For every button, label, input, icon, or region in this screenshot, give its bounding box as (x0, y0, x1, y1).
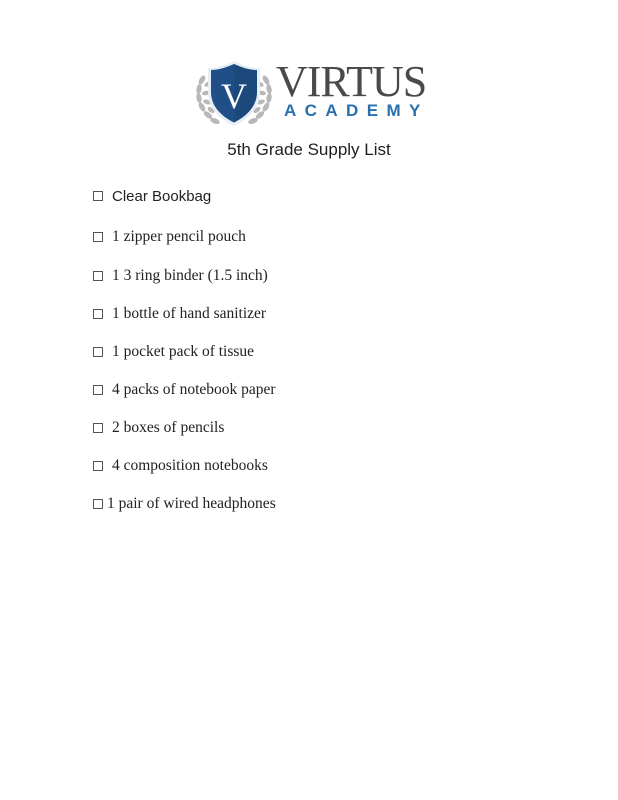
list-item-label: 1 pocket pack of tissue (112, 343, 255, 360)
list-item-label: 2 boxes of pencils (112, 419, 225, 436)
checkbox[interactable] (93, 232, 103, 242)
list-item (93, 340, 254, 364)
page-title: 5th Grade Supply List (227, 140, 391, 159)
list-item-label: Clear Bookbag (112, 187, 212, 205)
checkbox[interactable] (93, 385, 103, 395)
list-item-label: 4 packs of notebook paper (112, 381, 276, 398)
list-item (93, 184, 211, 208)
shield-laurel-icon (192, 58, 276, 128)
list-item (93, 378, 276, 402)
list-item (93, 454, 268, 478)
checkbox[interactable] (93, 423, 103, 433)
list-item (93, 492, 276, 516)
list-item (93, 225, 246, 249)
checkbox[interactable] (93, 347, 103, 357)
logo-wordmark-academy: ACADEMY (284, 101, 429, 120)
list-item (93, 264, 268, 288)
logo-wordmark-virtus: VIRTUS (276, 57, 427, 106)
list-item-label: 1 zipper pencil pouch (112, 228, 246, 245)
list-item-label: 1 bottle of hand sanitizer (112, 305, 267, 322)
list-item (93, 302, 266, 326)
checkbox[interactable] (93, 499, 103, 509)
list-item-label: 1 3 ring binder (1.5 inch) (112, 267, 268, 284)
checkbox[interactable] (93, 461, 103, 471)
checkbox[interactable] (93, 309, 103, 319)
checkbox[interactable] (93, 271, 103, 281)
list-item-label: 4 composition notebooks (112, 457, 268, 474)
list-item (93, 416, 224, 440)
virtus-academy-logo (192, 58, 442, 128)
checkbox[interactable] (93, 191, 103, 201)
list-item-label: 1 pair of wired headphones (107, 495, 276, 512)
svg-text:V: V (221, 76, 247, 116)
